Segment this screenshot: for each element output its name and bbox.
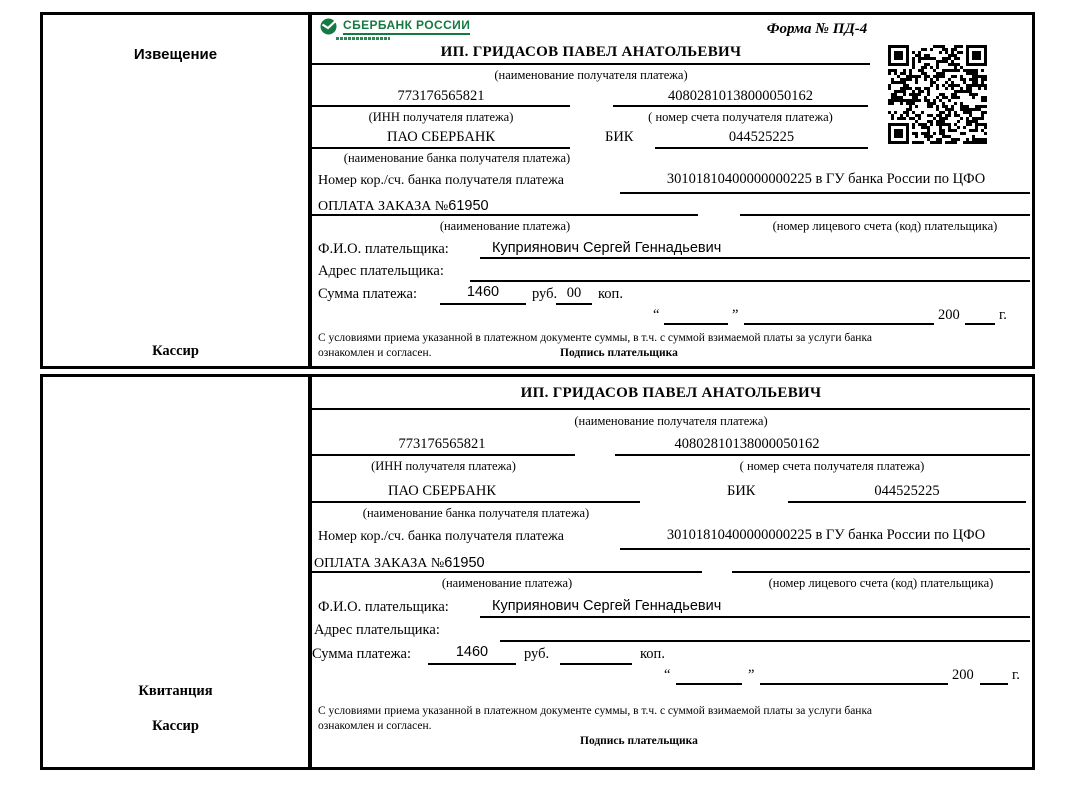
- receipt-label: Квитанция: [138, 683, 213, 699]
- form-number-label: Форма № ПД-4: [766, 21, 868, 37]
- notice-form-area: [312, 15, 1032, 366]
- sberbank-logo: [320, 18, 470, 35]
- recipient-caption: (наименование получателя платежа): [574, 414, 768, 428]
- date-quote-close: ”: [732, 307, 739, 323]
- corr-account-label: Номер кор./сч. банка получателя платежа: [318, 529, 564, 544]
- rule-line: [480, 616, 1030, 618]
- bik-label: БИК: [605, 129, 634, 145]
- recipient-caption: (наименование получателя платежа): [494, 68, 688, 82]
- rule-line: [732, 571, 1030, 573]
- signature-label: Подпись плательщика: [580, 735, 698, 747]
- corr-account-value: 30101810400000000225 в ГУ банка России по ЦФО: [666, 527, 986, 543]
- recipient-name: ИП. ГРИДАСОВ ПАВЕЛ АНАТОЛЬЕВИЧ: [520, 385, 822, 401]
- qr-code: [888, 45, 987, 144]
- year-prefix: 200: [938, 307, 960, 323]
- payer-fio-label: Ф.И.О. плательщика:: [318, 241, 449, 257]
- date-quote-open: “: [653, 307, 660, 323]
- terms-line2: ознакомлен и согласен.: [318, 720, 432, 732]
- date-quote-open: “: [664, 667, 671, 683]
- payer-address-label: Адрес плательщика:: [318, 263, 444, 279]
- inn-value: 773176565821: [398, 436, 486, 452]
- order-number: 61950: [444, 555, 485, 571]
- rule-line: [312, 105, 570, 107]
- bank-caption: (наименование банка получателя платежа): [362, 506, 590, 520]
- payment-name-prefix: ОПЛАТА ЗАКАЗА №: [318, 199, 449, 214]
- bank-name: ПАО СБЕРБАНК: [387, 129, 495, 145]
- rule-line: [560, 663, 632, 665]
- rule-line: [312, 214, 698, 216]
- inn-value: 773176565821: [397, 88, 485, 104]
- bank-name: ПАО СБЕРБАНК: [388, 483, 496, 499]
- kop-label: коп.: [640, 646, 665, 662]
- rule-line: [740, 214, 1030, 216]
- payment-name: [314, 554, 485, 572]
- payer-fio-value: Куприянович Сергей Геннадьевич: [492, 240, 722, 256]
- rule-line: [744, 323, 934, 325]
- cashier-label: Кассир: [152, 718, 199, 734]
- notice-side-column: [43, 15, 312, 366]
- account-caption: ( номер счета получателя платежа): [739, 459, 925, 473]
- receipt-form-area: [312, 377, 1032, 767]
- sum-label: Сумма платежа:: [318, 286, 417, 302]
- payer-code-caption: (номер лицевого счета (код) плательщика): [768, 576, 994, 590]
- rub-label: руб.: [532, 286, 558, 302]
- rule-line: [470, 280, 1030, 282]
- receipt-section: [40, 374, 1035, 770]
- payment-name: [318, 197, 489, 215]
- rule-line: [788, 501, 1026, 503]
- rule-line: [965, 323, 995, 325]
- rule-line: [620, 548, 1030, 550]
- rule-line: [440, 303, 526, 305]
- rule-line: [655, 147, 868, 149]
- payment-caption: (наименование платежа): [439, 219, 571, 233]
- sum-label: Сумма платежа:: [312, 646, 411, 662]
- payer-fio-value: Куприянович Сергей Геннадьевич: [492, 598, 722, 614]
- rule-line: [312, 63, 870, 65]
- rule-line: [664, 323, 728, 325]
- payment-caption: (наименование платежа): [441, 576, 573, 590]
- recipient-name: ИП. ГРИДАСОВ ПАВЕЛ АНАТОЛЬЕВИЧ: [440, 44, 742, 60]
- order-number: 61950: [448, 198, 489, 214]
- rule-line: [312, 501, 640, 503]
- payer-fio-label: Ф.И.О. плательщика:: [318, 599, 449, 615]
- notice-label: Извещение: [133, 46, 218, 63]
- bik-label: БИК: [727, 483, 756, 499]
- kop-label: коп.: [598, 286, 623, 302]
- terms-line2: ознакомлен и согласен.: [318, 347, 432, 359]
- corr-account-value: 30101810400000000225 в ГУ банка России по ЦФО: [666, 171, 986, 187]
- bik-value: 044525225: [874, 483, 940, 499]
- rule-line: [480, 257, 1030, 259]
- payer-address-label: Адрес плательщика:: [314, 622, 440, 638]
- rule-line: [676, 683, 742, 685]
- rule-line: [312, 454, 575, 456]
- payment-name-prefix: ОПЛАТА ЗАКАЗА №: [314, 556, 445, 571]
- inn-caption: (ИНН получателя платежа): [371, 459, 516, 473]
- year-prefix: 200: [952, 667, 974, 683]
- payer-code-caption: (номер лицевого счета (код) плательщика): [772, 219, 998, 233]
- terms-line1: С условиями приема указанной в платежном документе суммы, в т.ч. с суммой взимаемой платы за услуги банка: [318, 705, 872, 717]
- date-quote-close: ”: [748, 667, 755, 683]
- sum-rub-value: 1460: [466, 284, 500, 300]
- sberbank-tagline: [336, 37, 390, 40]
- inn-caption: (ИНН получателя платежа): [368, 110, 514, 124]
- rub-label: руб.: [524, 646, 550, 662]
- rule-line: [312, 408, 1030, 410]
- signature-label: Подпись плательщика: [560, 347, 678, 359]
- sberbank-logo-text: СБЕРБАНК РОССИИ: [343, 18, 470, 35]
- sberbank-logo-icon: [320, 18, 337, 35]
- notice-section: [40, 12, 1035, 369]
- corr-account-label: Номер кор./сч. банка получателя платежа: [318, 173, 564, 188]
- rule-line: [556, 303, 592, 305]
- rule-line: [312, 147, 570, 149]
- rule-line: [980, 683, 1008, 685]
- rule-line: [760, 683, 948, 685]
- cashier-label: Кассир: [152, 343, 199, 359]
- bank-caption: (наименование банка получателя платежа): [343, 151, 571, 165]
- rule-line: [500, 640, 1030, 642]
- year-suffix: г.: [999, 307, 1007, 323]
- rule-line: [312, 571, 702, 573]
- rule-line: [620, 192, 1030, 194]
- rule-line: [613, 105, 868, 107]
- bik-value: 044525225: [728, 129, 795, 145]
- account-value: 40802810138000050162: [674, 436, 820, 452]
- year-suffix: г.: [1012, 667, 1020, 683]
- receipt-side-column: [43, 377, 312, 767]
- sum-kop-value: 00: [566, 285, 582, 301]
- rule-line: [428, 663, 516, 665]
- rule-line: [615, 454, 1030, 456]
- account-caption: ( номер счета получателя платежа): [648, 110, 833, 124]
- account-value: 40802810138000050162: [668, 88, 813, 104]
- terms-line1: С условиями приема указанной в платежном документе суммы, в т.ч. с суммой взимаемой платы за услуги банка: [318, 332, 872, 344]
- sum-rub-value: 1460: [455, 644, 489, 660]
